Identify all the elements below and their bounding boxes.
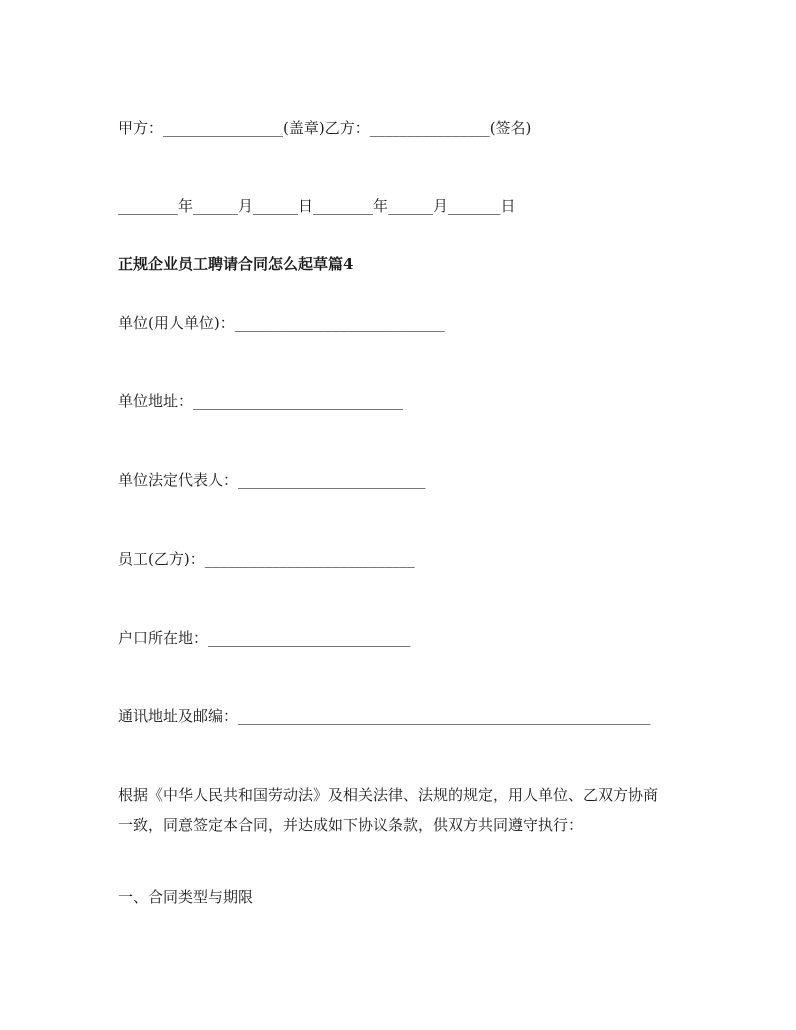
intro-line-2: 一致，同意签定本合同，并达成如下协议条款，供双方共同遵守执行： xyxy=(118,816,584,834)
unit-address-field: 单位地址：____________________________ xyxy=(118,392,404,410)
signature-date-line: ________年______月______日________年______月_______日 xyxy=(118,197,516,215)
legal-representative-field: 单位法定代表人：_________________________ xyxy=(118,471,426,489)
intro-line-1: 根据《中华人民共和国劳动法》及相关法律、法规的规定，用人单位、乙双方协商 xyxy=(118,786,659,804)
section-1-title: 一、合同类型与期限 xyxy=(118,888,254,906)
employee-field: 员工(乙方)：____________________________ xyxy=(118,550,415,568)
mailing-address-field: 通讯地址及邮编：_______________________________________________________ xyxy=(118,707,651,725)
intro-paragraph xyxy=(118,780,698,840)
signature-party-line: 甲方：________________(盖章)乙方：________________(签名) xyxy=(118,119,532,137)
unit-field: 单位(用人单位)：____________________________ xyxy=(118,314,445,332)
household-registration-field: 户口所在地：___________________________ xyxy=(118,629,411,647)
section-heading: 正规企业员工聘请合同怎么起草篇4 xyxy=(118,255,354,273)
